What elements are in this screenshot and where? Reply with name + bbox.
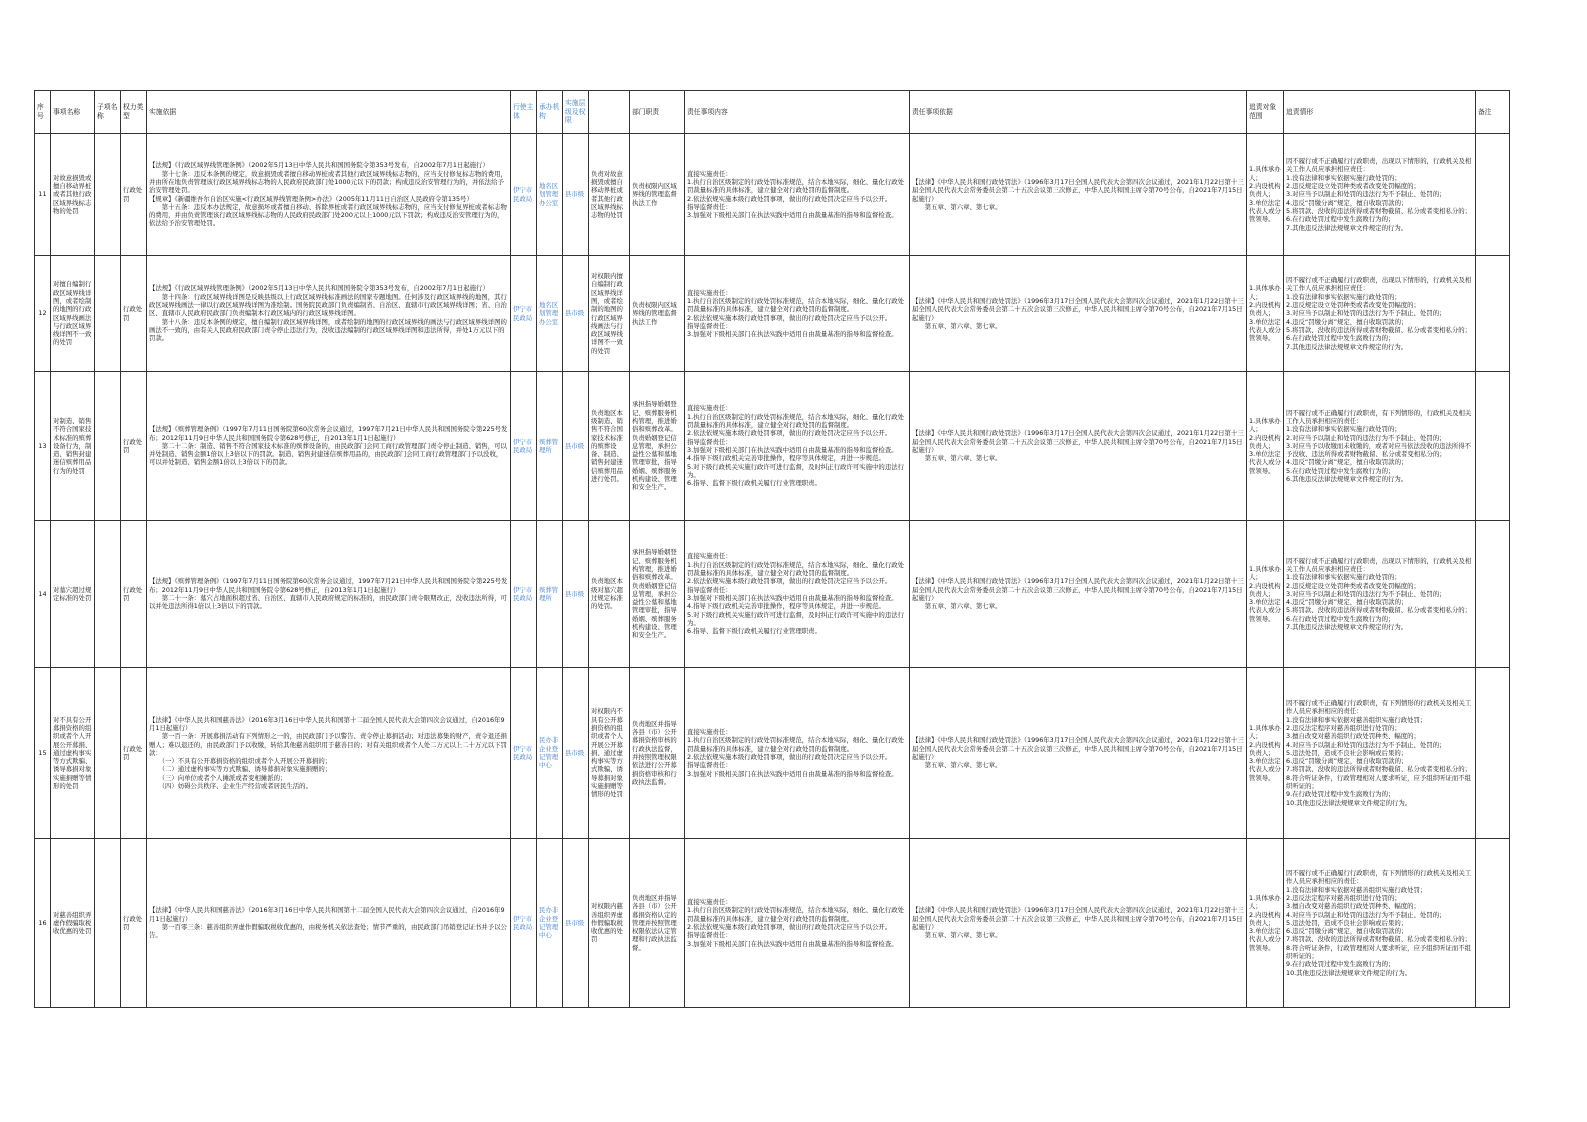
implementation-level: 县市级 [563, 256, 589, 372]
item-name: 对不具有公开募捐资格的组织或者个人开展公开募捐、通过虚构事实等方式欺骗、诱导募捐对象实施捐赠等情形的处罚 [51, 668, 95, 839]
power-type: 行政处罚 [121, 372, 147, 521]
row-number: 12 [35, 256, 51, 372]
header-accountable-situation: 追责情形 [1284, 91, 1476, 134]
sub-item-name [95, 134, 121, 256]
header-resp-content: 责任事项内容 [685, 91, 910, 134]
accountable-situation: 因不履行或不正确履行行政职责，出现以下情形的，行政机关及相关工作人员应承担相应责任： 1.没有法律和事实依据实施行政处罚的； 2.违反规定设立处罚种类或者改变处罚幅度的； 3.对应当予以制止和处罚的违法行为不予制止、处罚的； 4.违反“罚缴分离”规定，擅自收取罚款的； 5.将罚款、没收的违法所得或者财物截留、私分或者变相私分的； 6.在行政处罚过程中发生腐败行为的； 7.其他违反法律法规规章文件规定的行为。 [1284, 256, 1476, 372]
accountable-scope: 1.具体承办人； 2.内设机构负责人； 3.单位法定代表人或分管领导。 [1247, 372, 1284, 521]
header-power-type: 权力类型 [121, 91, 147, 134]
handling-agency: 地名区划管理办公室 [537, 256, 563, 372]
level-authority: 负责地区本级对墓穴超过规定标准的处罚。 [589, 521, 630, 668]
accountable-scope: 1.具体承办人； 2.内设机构负责人； 3.单位法定代表人或分管领导。 [1247, 256, 1284, 372]
table-row [35, 668, 1510, 839]
item-name: 对慈善组织弄虚作假骗取税收优惠的处罚 [51, 839, 95, 1008]
header-item-name: 事项名称 [51, 91, 95, 134]
responsibility-content: 直接实施责任： 1.执行自治区级制定的行政处罚标准规范，结合本地实际，细化、量化行政处罚裁量标准的具体标准，建立健全对行政处罚的监督制度。 2.依法依规实施本级行政处罚事项，做出的行政处罚决定应当予以公开。 指导监督责任： 3.加强对下级相关部门在执法实践中适用自由裁量基准的指导和监督检查。 4.指导下级行政机关完善审批操作，程序等具体规定，并进一步规范。 5.对下级行政机关实施行政许可进行监督，及时纠正行政许可实施中的违法行为。 6.指导、监督下级行政机关履行行业管理职责。 [685, 521, 910, 668]
sub-item-name [95, 256, 121, 372]
sub-item-name [95, 668, 121, 839]
responsibility-basis: 【法律】《中华人民共和国行政处罚法》（1996年3月17日全国人民代表大会第四次会议通过，2021年1月22日第十三届全国人民代表大会常务委员会第二十五次会议第三次修正，中华人民共和国主席令第70号公布，自2021年7月15日起施行） 第五章、第六章、第七章。 [910, 521, 1247, 668]
level-authority: 对权限内不具有公开募捐资格的组织或者个人开展公开募捐、通过虚构事实等方式欺骗、诱导募捐对象实施捐赠等情形的处罚 [589, 668, 630, 839]
department-duty: 承担指导婚姻登记、殡葬服务机构管理，推进婚俗和殡葬改革。负责婚姻登记信息管理，承担公益性公墓和墓地管理审批，指导婚姻、殡葬服务机构建设、管理和安全生产。 [630, 521, 685, 668]
sub-item-name [95, 372, 121, 521]
implementation-basis: 【法规】《殡葬管理条例》（1997年7月11日国务院第60次常务会议通过，1997年7月21日中华人民共和国国务院令第225号发布；2012年11月9日中华人民共和国国务院令第628号修正，自2013年1月1日起施行） 第二十一条：墓穴占地面积超过省、自治区、直辖市人民政府规定的标准的，由民政部门责令限期改正，没收违法所得，可以并处违法所得1倍以上3倍以下的罚款。 [147, 521, 511, 668]
accountable-scope: 1.具体承办人； 2.内设机构负责人； 3.单位法定代表人或分管领导。 [1247, 134, 1284, 256]
table-row [35, 134, 1510, 256]
header-row [35, 91, 1510, 134]
department-duty: 负责权限内区域界线的管理监督执法工作 [630, 134, 685, 256]
sub-item-name [95, 839, 121, 1008]
department-duty: 负责地区并指导各县（市）公开募捐资格审核的行政执法监督，并按照管理权限依法进行公开募捐资格审核和行政执法监督。 [630, 668, 685, 839]
power-type: 行政处罚 [121, 134, 147, 256]
header-sub-item: 子项名称 [95, 91, 121, 134]
accountable-scope: 1.具体承办人； 2.内设机构负责人； 3.单位法定代表人或分管领导。 [1247, 839, 1284, 1008]
remarks [1476, 256, 1510, 372]
responsibility-content: 直接实施责任： 1.执行自治区级制定的行政处罚标准规范，结合本地实际，细化、量化行政处罚裁量标准的具体标准，建立健全对行政处罚的监督制度。 2.依法依规实施本级行政处罚事项，做出的行政处罚决定应当予以公开。 指导监督责任： 3.加强对下级相关部门在执法实践中适用自由裁量基准的指导和监督检查。 4.指导下级行政机关完善审批操作，程序等具体规定，并进一步规范。 5.对下级行政机关实施行政许可进行监督，及时纠正行政许可实施中的违法行为。 6.指导、监督下级行政机关履行行业管理职责。 [685, 372, 910, 521]
executing-subject: 伊宁市民政局 [511, 134, 537, 256]
accountable-situation: 因不履行或不正确履行行政职责，有下列情形的行政机关及相关工作人员应承担相应的责任： 1.没有法律和事实依据对慈善组织实施行政处罚； 2.违反法定程序对慈善组织进行处罚的； 3.擅自改变对慈善组织行政处罚种类、幅度的； 4.对应当予以制止和处罚的违法行为不予制止、处罚的； 5.违法处罚，造成不良社会影响或后果的； 6.违反“罚缴分离”规定，擅自收取罚款的； 7.将罚款、没收的违法所得或者财物截留、私分或者变相私分的； 8.符合听证条件，行政管理相对人要求听证，应予组织听证而不组织听证的； 9.在行政处罚过程中发生腐败行为的； 10.其他违反法律法规规章文件规定的行为。 [1284, 839, 1476, 1008]
implementation-level: 县市级 [563, 668, 589, 839]
accountable-situation: 因不履行或不正确履行行政职责，出现以下情形的，行政机关及相关工作人员应承担相应责任： 1.没有法律和事实依据实施行政处罚的； 2.违反规定设立处罚种类或者改变处罚幅度的； 3.对应当予以制止和处罚的违法行为不予制止、处罚的； 4.违反“罚缴分离”规定，擅自收取罚款的； 5.将罚款、没收的违法所得或者财物截留、私分或者变相私分的； 6.在行政处罚过程中发生腐败行为的； 7.其他违反法律法规规章文件规定的行为。 [1284, 521, 1476, 668]
department-duty: 负责权限内区域界线的管理监督执法工作 [630, 256, 685, 372]
row-number: 13 [35, 372, 51, 521]
accountable-scope: 1.具体承办人； 2.内设机构负责人； 3.单位法定代表人或分管领导。 [1247, 521, 1284, 668]
executing-subject: 伊宁市民政局 [511, 668, 537, 839]
handling-agency: 民办非企业登记管理中心 [537, 839, 563, 1008]
implementation-level: 县市级 [563, 839, 589, 1008]
header-basis: 实施依据 [147, 91, 511, 134]
executing-subject: 伊宁市民政局 [511, 372, 537, 521]
accountable-situation: 因不履行或不正确履行行政职责，出现以下情形的，行政机关及相关工作人员应承担相应责任： 1.没有法律和事实依据实施行政处罚的； 2.违反规定设立处罚种类或者改变处罚幅度的； 3.对应当予以制止和处罚的违法行为不予制止、处罚的； 4.违反“罚缴分离”规定，擅自收取罚款的； 5.将罚款、没收的违法所得或者财物截留、私分或者变相私分的； 6.在行政处罚过程中发生腐败行为的； 7.其他违反法律法规规章文件规定的行为。 [1284, 134, 1476, 256]
remarks [1476, 521, 1510, 668]
row-number: 11 [35, 134, 51, 256]
remarks [1476, 134, 1510, 256]
row-number: 14 [35, 521, 51, 668]
implementation-level: 县市级 [563, 134, 589, 256]
responsibility-content: 直接实施责任： 1.执行自治区级制定的行政处罚标准规范，结合本地实际，细化、量化行政处罚裁量标准的具体标准，建立健全对行政处罚的监督制度。 2.依法依规实施本级行政处罚事项，做出的行政处罚决定应当予以公开。 指导监督责任： 3.加强对下级相关部门在执法实践中适用自由裁量基准的指导和监督检查。 [685, 668, 910, 839]
handling-agency: 地名区划管理办公室 [537, 134, 563, 256]
item-name: 对故意损毁或擅自移动界桩或者其他行政区域界线标志物的处罚 [51, 134, 95, 256]
executing-subject: 伊宁市民政局 [511, 256, 537, 372]
handling-agency: 殡葬管理所 [537, 521, 563, 668]
header-agency: 承办机构 [537, 91, 563, 134]
implementation-basis: 【法规】《行政区域界线管理条例》（2002年5月13日中华人民共和国国务院令第353号发布，自2002年7月1日起施行） 第十七条：违反本条例的规定，故意损毁或者擅自移动界桩或者其他行政区域界线标志物的，应当支付修复标志物的费用，并由所在地负责管理该行政区域界线标志物的人民政府民政部门处1000元以下的罚款；构成违反治安管理行为的，并依法给予治安管理处罚。 【规章】《新疆维吾尔自治区实施<行政区域界线管理条例>办法》（2005年11月11日自治区人民政府令第135号） 第十五条：违反本办法规定，故意损坏或者擅自移动、拆除界桩或者行政区域界线标志物的，应当支付修复界桩或者标志物的费用，并由负责管理该行政区域界线标志物的人民政府民政部门处200元以上1000元以下罚款；构成违反治安管理行为的，依法给予治安管理处罚。 [147, 134, 511, 256]
header-dept-duty: 部门职责 [630, 91, 685, 134]
implementation-basis: 【法律】《中华人民共和国慈善法》（2016年3月16日中华人民共和国第十二届全国人民代表大会第四次会议通过，自2016年9月1日起施行） 第一百零三条：慈善组织弄虚作假骗取税收优惠的，由税务机关依法查处；情节严重的，由民政部门吊销登记证书并予以公告。 [147, 839, 511, 1008]
department-duty: 负责地区并指导各县（市）公开募捐资格认定的管理并按照管理权限依法认定管理和行政执法监督。 [630, 839, 685, 1008]
header-resp-basis: 责任事项依据 [910, 91, 1247, 134]
table-row [35, 256, 1510, 372]
table-row [35, 839, 1510, 1008]
level-authority: 负责地区本级制造、销售不符合国家技术标准的殡葬设备、制造、销售封建迷信殡葬用品进行处罚。 [589, 372, 630, 521]
row-number: 16 [35, 839, 51, 1008]
accountable-situation: 因不履行或不正确履行行政职责，有下列情形的，行政机关及相关工作人员承担相应的责任： 1.没有法律和事实依据实施行政处罚的； 2.对应当予以制止和处罚的违法行为不予制止、处罚的； 3.对应当予以收缴而未收缴的，或者对应当依法没收的违法所得不予没收、违法所得或者财物截留、私分或者变相私分的； 4.违反“罚缴分离”规定，擅自收取罚款的； 5.在行政处罚过程中发生腐败行为的； 6.其他违反法律法规规章文件规定的行为。 [1284, 372, 1476, 521]
remarks [1476, 372, 1510, 521]
responsibility-basis: 【法律】《中华人民共和国行政处罚法》（1996年3月17日全国人民代表大会第四次会议通过，2021年1月22日第十三届全国人民代表大会常务委员会第二十五次会议第三次修正，中华人民共和国主席令第70号公布，自2021年7月15日起施行） 第五章、第六章、第七章。 [910, 839, 1247, 1008]
responsibility-basis: 【法律】《中华人民共和国行政处罚法》（1996年3月17日全国人民代表大会第四次会议通过，2021年1月22日第十三届全国人民代表大会常务委员会第二十五次会议第三次修正，中华人民共和国主席令第70号公布，自2021年7月15日起施行） 第五章、第六章、第七章。 [910, 668, 1247, 839]
responsibility-basis: 【法律】《中华人民共和国行政处罚法》（1996年3月17日全国人民代表大会第四次会议通过，2021年1月22日第十三届全国人民代表大会常务委员会第二十五次会议第三次修正，中华人民共和国主席令第70号公布，自2021年7月15日起施行） 第五章、第六章、第七章。 [910, 372, 1247, 521]
implementation-level: 县市级 [563, 372, 589, 521]
header-accountable-scope: 追责对象范围 [1247, 91, 1284, 134]
remarks [1476, 668, 1510, 839]
header-remarks: 备注 [1476, 91, 1510, 134]
power-responsibility-table [34, 90, 1510, 1008]
item-name: 对墓穴超过规定标准的处罚 [51, 521, 95, 668]
header-level: 实施层级及权限 [563, 91, 589, 134]
header-no: 序号 [35, 91, 51, 134]
remarks [1476, 839, 1510, 1008]
responsibility-basis: 【法律】《中华人民共和国行政处罚法》（1996年3月17日全国人民代表大会第四次会议通过，2021年1月22日第十三届全国人民代表大会常务委员会第二十五次会议第三次修正，中华人民共和国主席令第70号公布，自2021年7月15日起施行） 第五章、第六章、第七章。 [910, 256, 1247, 372]
level-authority: 对权限内慈善组织弄虚作假骗取税收优惠的处罚 [589, 839, 630, 1008]
responsibility-content: 直接实施责任： 1.执行自治区级制定的行政处罚标准规范，结合本地实际，细化、量化行政处罚裁量标准的具体标准，建立健全对行政处罚的监督制度。 2.依法依规实施本级行政处罚事项，做出的行政处罚决定应当予以公开。 指导监督责任： 3.加强对下级相关部门在执法实践中适用自由裁量基准的指导和监督检查。 [685, 256, 910, 372]
implementation-basis: 【法规】《行政区域界线管理条例》（2002年5月13日中华人民共和国国务院令第353号发布，自2002年7月1日起施行） 第十四条：行政区域界线详图是反映县级以上行政区域界线标准画法的国家专题地图。任何涉及行政区域界线的地图，其行政区域界线画法一律以行政区域界线详图为准绘制。国务院民政部门负责编制省、自治区、直辖市行政区域界线详图；省、自治区、直辖市人民政府民政部门负责编制本行政区域内的行政区域界线详图。 第十八条：违反本条例的规定，擅自编制行政区域界线详图，或者绘制的地图的行政区域界线的画法与行政区域界线详图的画法不一致的，由有关人民政府民政部门责令停止违法行为，没收违法编制的行政区域界线详图和违法所得，并处1万元以下的罚款。 [147, 256, 511, 372]
item-name: 对制造、销售不符合国家技术标准的殡葬设备行为，制造、销售封建迷信殡葬用品行为的处罚 [51, 372, 95, 521]
implementation-level: 县市级 [563, 521, 589, 668]
power-type: 行政处罚 [121, 256, 147, 372]
header-subject: 行使主体 [511, 91, 537, 134]
handling-agency: 殡葬管理所 [537, 372, 563, 521]
power-type: 行政处罚 [121, 521, 147, 668]
table-row [35, 372, 1510, 521]
sub-item-name [95, 521, 121, 668]
item-name: 对擅自编制行政区域界线详图，或者绘制的地图的行政区域界线画法与行政区域界线详图不一致的处罚 [51, 256, 95, 372]
responsibility-basis: 【法律】《中华人民共和国行政处罚法》（1996年3月17日全国人民代表大会第四次会议通过，2021年1月22日第十三届全国人民代表大会常务委员会第二十五次会议第三次修正，中华人民共和国主席令第70号公布，自2021年7月15日起施行） 第五章、第六章、第七章。 [910, 134, 1247, 256]
responsibility-content: 直接实施责任： 1.执行自治区级制定的行政处罚标准规范，结合本地实际，细化、量化行政处罚裁量标准的具体标准，建立健全对行政处罚的监督制度。 2.依法依规实施本级行政处罚事项，做出的行政处罚决定应当予以公开。 指导监督责任： 3.加强对下级相关部门在执法实践中适用自由裁量基准的指导和监督检查。 [685, 134, 910, 256]
level-authority: 对权限内擅自编制行政区域界线详图，或者绘制的地图的行政区域界线画法与行政区域界线详图不一致的处罚 [589, 256, 630, 372]
executing-subject: 伊宁市民政局 [511, 521, 537, 668]
executing-subject: 伊宁市民政局 [511, 839, 537, 1008]
responsibility-content: 直接实施责任： 1.执行自治区级制定的行政处罚标准规范，结合本地实际，细化、量化行政处罚裁量标准的具体标准，建立健全对行政处罚的监督制度。 2.依法依规实施本级行政处罚事项，做出的行政处罚决定应当予以公开。 指导监督责任： 3.加强对下级相关部门在执法实践中适用自由裁量基准的指导和监督检查。 [685, 839, 910, 1008]
level-authority: 负责对故意损毁或擅自移动界桩或者其他行政区域界线标志物的处罚 [589, 134, 630, 256]
implementation-basis: 【法律】《中华人民共和国慈善法》（2016年3月16日中华人民共和国第十二届全国人民代表大会第四次会议通过，自2016年9月1日起施行） 第一百一条：开展募捐活动有下列情形之一的，由民政部门予以警告、责令停止募捐活动；对违法募集的财产，责令退还捐赠人；难以退还的，由民政部门予以收缴，转给其他慈善组织用于慈善目的；对有关组织或者个人处二万元以上二十万元以下罚款： （一）不具有公开募捐资格的组织或者个人开展公开募捐的； （二）通过虚构事实等方式欺骗、诱导募捐对象实施捐赠的； （三）向单位或者个人摊派或者变相摊派的； （四）妨碍公共秩序、企业生产经营或者居民生活的。 [147, 668, 511, 839]
header-level-detail [589, 91, 630, 134]
handling-agency: 民办非企业登记管理中心 [537, 668, 563, 839]
implementation-basis: 【法规】《殡葬管理条例》（1997年7月11日国务院第60次常务会议通过，1997年7月21日中华人民共和国国务院令第225号发布；2012年11月9日中华人民共和国国务院令第628号修正，自2013年1月1日起施行） 第二十二条：制造、销售不符合国家技术标准的殡葬设备的，由民政部门会同工商行政管理部门责令停止制造、销售，可以并处制造、销售金额1倍以上3倍以下的罚款。制造、销售封建迷信殡葬用品的，由民政部门会同工商行政管理部门予以没收，可以并处制造、销售金额1倍以上3倍以下的罚款。 [147, 372, 511, 521]
power-type: 行政处罚 [121, 839, 147, 1008]
accountable-situation: 因不履行或不正确履行行政职责，有下列情形的行政机关及相关工作人员应承担相应的责任： 1.没有法律和事实依据对慈善组织实施行政处罚； 2.违反法定程序对慈善组织进行处罚的； 3.擅自改变对慈善组织行政处罚种类、幅度的； 4.对应当予以制止和处罚的违法行为不予制止、处罚的； 5.违法处罚，造成不良社会影响或后果的； 6.违反“罚缴分离”规定，擅自收取罚款的； 7.将罚款、没收的违法所得或者财物截留、私分或者变相私分的； 8.符合听证条件，行政管理相对人要求听证，应予组织听证而不组织听证的； 9.在行政处罚过程中发生腐败行为的； 10.其他违反法律法规规章文件规定的行为。 [1284, 668, 1476, 839]
accountable-scope: 1.具体承办人； 2.内设机构负责人； 3.单位法定代表人或分管领导。 [1247, 668, 1284, 839]
row-number: 15 [35, 668, 51, 839]
department-duty: 承担指导婚姻登记、殡葬服务机构管理，推进婚俗和殡葬改革。负责婚姻登记信息管理，承担公益性公墓和墓地管理审批，指导婚姻、殡葬服务机构建设、管理和安全生产。 [630, 372, 685, 521]
power-type: 行政处罚 [121, 668, 147, 839]
table-row [35, 521, 1510, 668]
